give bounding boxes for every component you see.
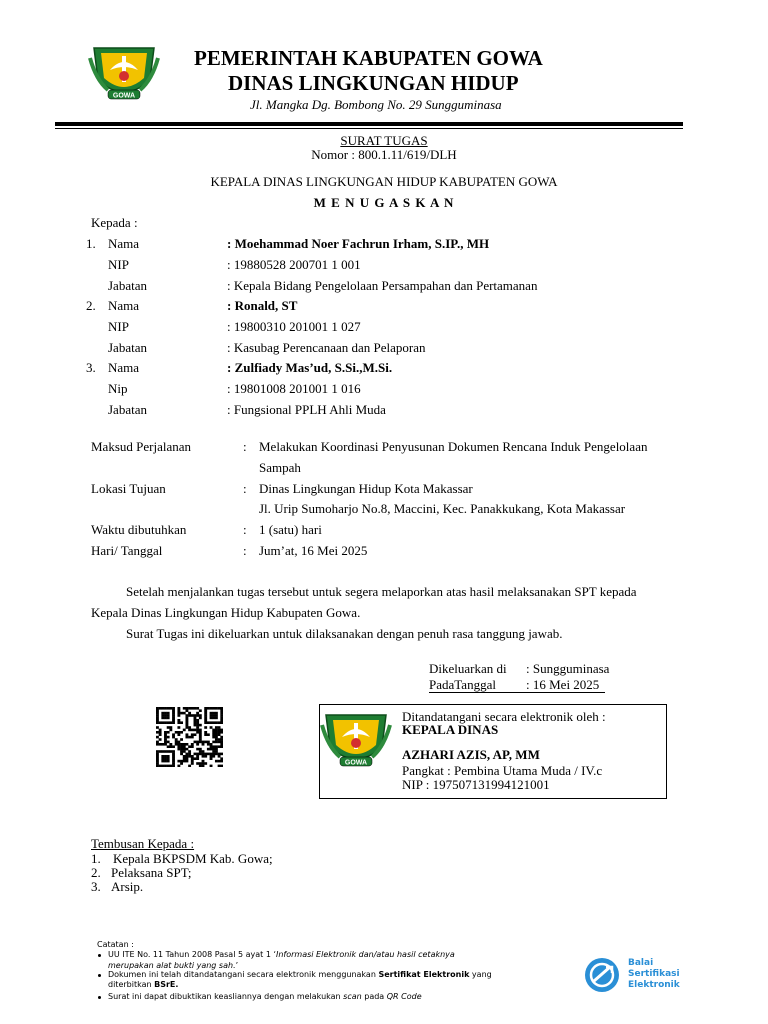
bsre-emblem-icon [584, 955, 624, 995]
note-text: diterbitkan [108, 980, 155, 989]
person-field-label: Jabatan [108, 278, 147, 293]
cc-number: 1. [91, 851, 101, 866]
note-text-italic: QR Code [386, 992, 422, 1001]
person-field-label: Nama [108, 236, 140, 251]
person-name: : Moehammad Noer Fachrun Irham, S.IP., MH [227, 236, 490, 251]
note-text: ’ [235, 961, 239, 970]
issued-place-label: Dikeluarkan di [429, 661, 507, 676]
signature-intro: Ditandatangani secara elektronik oleh : [402, 709, 606, 724]
bsre-label-line2: Sertifikasi [628, 969, 680, 979]
detail-value: Melakukan Koordinasi Penyusunan Dokumen Rencana Induk Pengelolaan [259, 439, 648, 454]
bsre-label-line1: Balai [628, 958, 654, 968]
header-rule-thin [55, 128, 683, 129]
header-government: PEMERINTAH KABUPATEN GOWA [194, 46, 543, 70]
detail-label: Waktu dibutuhkan [91, 522, 187, 537]
person-name: : Zulfiady Mas’ud, S.Si.,M.Si. [227, 360, 393, 375]
note-text: Dokumen ini telah ditandatangani secara elektronik menggunakan [108, 970, 379, 979]
body-paragraph-1: Setelah menjalankan tugas tersebut untuk segera melaporkan atas hasil melaksanakan SPT kepada [126, 584, 637, 599]
logo-banner-text: GOWA [112, 92, 136, 100]
recipients-label: Kepada : [91, 215, 138, 230]
issued-date-label: PadaTanggal [429, 677, 496, 692]
person-position: : Fungsional PPLH Ahli Muda [227, 402, 386, 417]
letter-action: M E N U G A S K A N [313, 195, 455, 210]
person-field-label: Jabatan [108, 340, 147, 355]
cc-item: Kepala BKPSDM Kab. Gowa; [113, 851, 273, 866]
letter-issuer: KEPALA DINAS LINGKUNGAN HIDUP KABUPATEN GOWA [210, 174, 558, 189]
footer-note-2-cont [108, 980, 178, 989]
note-text: UU ITE No. 11 Tahun 2008 Pasal 5 ayat 1 ‘ [108, 950, 276, 959]
cc-number: 2. [91, 865, 101, 880]
signature-position: KEPALA DINAS [402, 722, 499, 737]
person-nip: : 19800310 201001 1 027 [227, 319, 361, 334]
detail-colon: : [243, 481, 247, 496]
detail-label: Hari/ Tanggal [91, 543, 163, 558]
person-nip: : 19880528 200701 1 001 [227, 257, 361, 272]
detail-label: Lokasi Tujuan [91, 481, 166, 496]
footer-note-1-cont [108, 961, 238, 970]
detail-value: Jum’at, 16 Mei 2025 [259, 543, 368, 558]
letter-title: SURAT TUGAS [340, 133, 428, 148]
signature-nip: NIP : 197507131994121001 [402, 777, 550, 792]
person-nip: : 19801008 201001 1 016 [227, 381, 361, 396]
note-text-bold: BSrE. [154, 980, 179, 989]
header-address: Jl. Mangka Dg. Bombong No. 29 Sungguminasa [250, 97, 502, 112]
cc-title: Tembusan Kepada : [91, 836, 195, 851]
person-name: : Ronald, ST [227, 298, 298, 313]
detail-value: 1 (satu) hari [259, 522, 322, 537]
note-text-italic: scan [343, 992, 362, 1001]
person-position: : Kasubag Perencanaan dan Pelaporan [227, 340, 426, 355]
footer-note-3 [108, 992, 422, 1001]
header-rule-thick [55, 122, 683, 126]
note-text-italic: Informasi Elektronik dan/atau hasil cetaknya [276, 950, 455, 959]
detail-value: Sampah [259, 460, 301, 475]
cc-item: Pelaksana SPT; [111, 865, 192, 880]
issued-place-value: : Sungguminasa [526, 661, 610, 676]
bullet-icon [98, 954, 101, 957]
header-agency: DINAS LINGKUNGAN HIDUP [228, 71, 519, 95]
person-field-label: NIP [108, 319, 129, 334]
person-field-label: Nip [108, 381, 128, 396]
person-number: 3. [86, 360, 96, 375]
detail-value: Dinas Lingkungan Hidup Kota Makassar [259, 481, 473, 496]
gowa-regency-logo-small [320, 707, 392, 773]
bsre-label-line3: Elektronik [628, 980, 680, 990]
person-field-label: NIP [108, 257, 129, 272]
person-field-label: Nama [108, 298, 140, 313]
letter-number: Nomor : 800.1.11/619/DLH [311, 147, 457, 162]
bullet-icon [98, 974, 101, 977]
logo-banner-text: GOWA [344, 759, 368, 767]
person-number: 2. [86, 298, 96, 313]
person-position: : Kepala Bidang Pengelolaan Persampahan dan Pertamanan [227, 278, 538, 293]
note-text: Surat ini dapat dibuktikan keasliannya dengan melakukan [108, 992, 344, 1001]
detail-colon: : [243, 543, 247, 558]
footer-note-1 [108, 950, 455, 959]
detail-label: Maksud Perjalanan [91, 439, 192, 454]
detail-value: Jl. Urip Sumoharjo No.8, Maccini, Kec. Panakkukang, Kota Makassar [259, 501, 626, 516]
bsre-logo [584, 955, 694, 995]
issued-date-value: : 16 Mei 2025 [526, 677, 600, 692]
body-paragraph-2: Surat Tugas ini dikeluarkan untuk dilaksanakan dengan penuh rasa tanggung jawab. [126, 626, 563, 641]
qr-code[interactable] [156, 707, 223, 767]
signature-name: AZHARI AZIS, AP, MM [402, 747, 540, 762]
signature-rank: Pangkat : Pembina Utama Muda / IV.c [402, 763, 603, 778]
person-number: 1. [86, 236, 96, 251]
detail-colon: : [243, 439, 247, 454]
cc-number: 3. [91, 879, 101, 894]
note-text-italic: merupakan alat bukti yang sah. [108, 961, 236, 970]
detail-colon: : [243, 522, 247, 537]
footer-note-2 [108, 970, 492, 979]
note-text: yang [469, 970, 492, 979]
person-field-label: Nama [108, 360, 140, 375]
footer-note-title: Catatan : [97, 940, 134, 949]
person-field-label: Jabatan [108, 402, 147, 417]
bullet-icon [98, 996, 101, 999]
note-text-bold: Sertifikat Elektronik [378, 970, 470, 979]
gowa-regency-logo [88, 40, 160, 106]
note-text: pada [361, 992, 387, 1001]
cc-item: Arsip. [111, 879, 144, 894]
body-paragraph-1-cont: Kepala Dinas Lingkungan Hidup Kabupaten Gowa. [91, 605, 361, 620]
issued-date-underline [429, 692, 605, 693]
